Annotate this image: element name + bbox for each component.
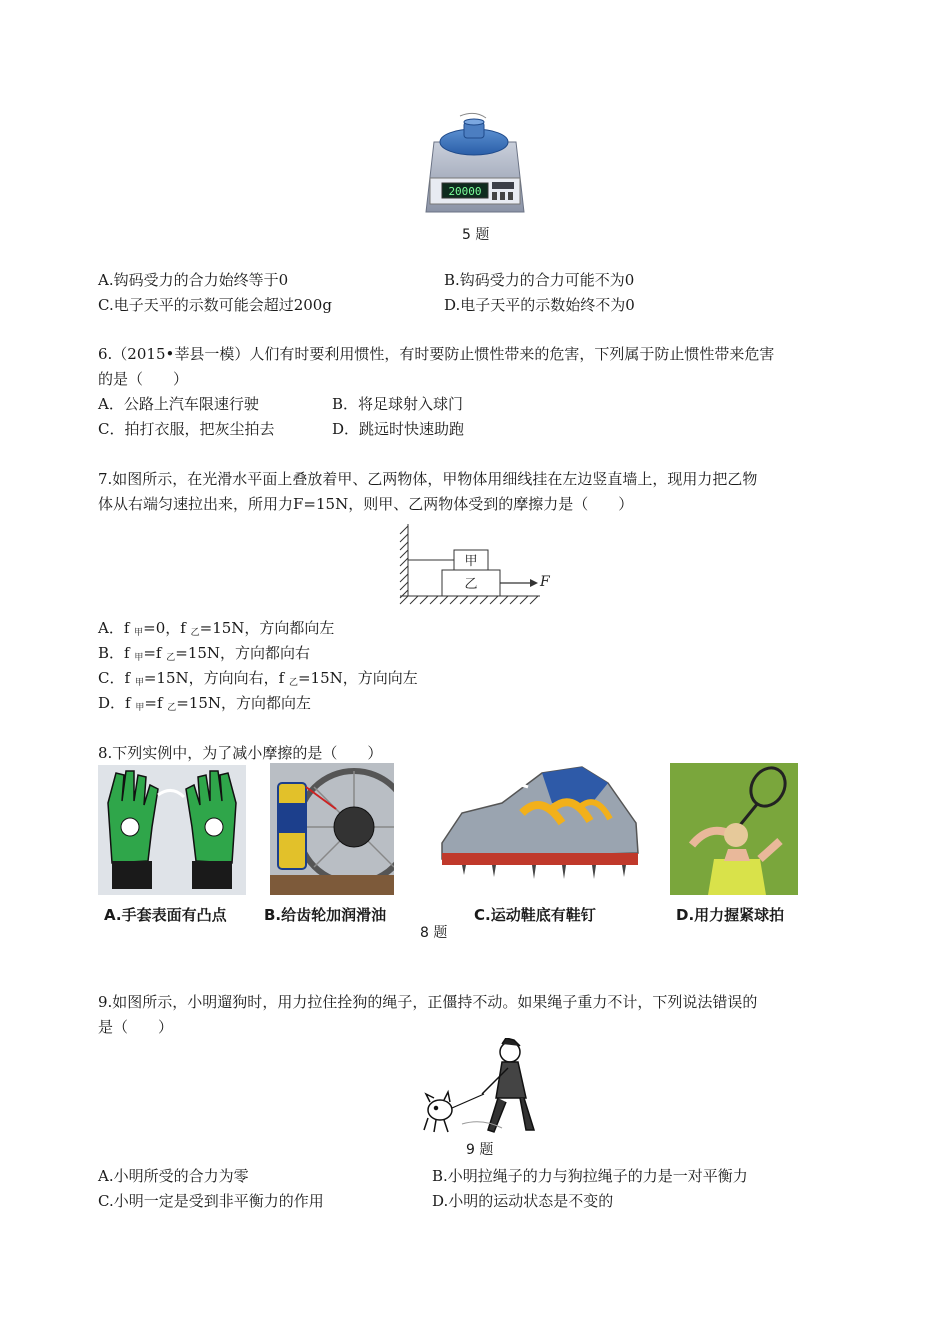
- dog-icon: [424, 1092, 452, 1132]
- q7-option-b: [98, 643, 310, 668]
- q7-c-sub1: 甲: [134, 678, 144, 688]
- q8-photo-spike-shoe: [432, 763, 646, 891]
- q5-option-a: A.钩码受力的合力始终等于0: [98, 271, 289, 289]
- q8-label-d: D.用力握紧球拍: [676, 906, 785, 924]
- q9-option-d: D.小明的运动状态是不变的: [432, 1192, 614, 1210]
- q7-diagram: [396, 520, 556, 610]
- q9-option-b: B.小明拉绳子的力与狗拉绳子的力是一对平衡力: [432, 1167, 748, 1185]
- q6-option-a: A．公路上汽车限速行驶: [98, 395, 259, 413]
- q7-d-text3: =15N，方向都向左: [176, 694, 312, 712]
- q9-figure-caption: 9 题: [466, 1142, 494, 1158]
- q9-stem-line1: 9.如图所示，小明遛狗时，用力拉住拴狗的绳子，正僵持不动。如果绳子重力不计，下列说法错误的: [98, 993, 758, 1011]
- q9-option-c: C.小明一定是受到非平衡力的作用: [98, 1192, 324, 1210]
- q9-option-a: A.小明所受的合力为零: [98, 1167, 249, 1185]
- q7-a-text3: =15N，方向都向左: [199, 619, 335, 637]
- gear-icon: [334, 807, 374, 847]
- shoe-spikes: [462, 865, 626, 879]
- electronic-scale-image: [420, 112, 530, 222]
- glove-right-icon: [186, 771, 236, 889]
- q5-option-d: D.电子天平的示数始终不为0: [444, 296, 635, 314]
- q7-option-c: [98, 668, 418, 693]
- q9-figure: [422, 1038, 542, 1136]
- q7-c-text2: =15N，方向向右，f: [143, 669, 289, 687]
- block-jia-label: 甲: [464, 554, 478, 569]
- man-pulling-icon: [482, 1038, 534, 1132]
- q7-a-text1: A．f: [98, 619, 135, 637]
- q8-stem: 8.下列实例中，为了减小摩擦的是（ ）: [98, 744, 383, 762]
- q6-option-b: B．将足球射入球门: [332, 395, 464, 413]
- player-head: [724, 823, 748, 847]
- q7-c-text3: =15N，方向向左: [297, 669, 418, 687]
- q5-figure-caption: 5 题: [462, 227, 490, 243]
- q6-stem-line2: 的是（ ）: [98, 370, 189, 388]
- player-shirt: [708, 859, 766, 895]
- q7-b-sub1: 甲: [134, 653, 144, 663]
- leash-line: [452, 1094, 484, 1108]
- q7-d-text1: D．f: [98, 694, 136, 712]
- q6-option-d: D．跳远时快速助跑: [332, 420, 465, 438]
- q8-label-a: A.手套表面有凸点: [104, 906, 227, 924]
- q8-photo-gloves: [98, 765, 246, 895]
- q8-figure-caption: 8 题: [420, 925, 448, 941]
- q8-photo-tennis: [670, 763, 798, 895]
- q7-b-text2: =f: [143, 644, 167, 662]
- q6-stem-line1: 6.（2015•莘县一模）人们有时要利用惯性，有时要防止惯性带来的危害，下列属于防止惯性带来危害: [98, 345, 775, 363]
- q7-option-a: [98, 618, 334, 643]
- q7-a-sub2: 乙: [190, 628, 200, 638]
- q7-stem-line2: 体从右端匀速拉出来，所用力F=15N，则甲、乙两物体受到的摩擦力是（ ）: [98, 495, 634, 513]
- q8-label-c: C.运动鞋底有鞋钉: [474, 906, 596, 924]
- q5-option-b: B.钩码受力的合力可能不为0: [444, 271, 635, 289]
- floor-hatching: [400, 596, 540, 604]
- q8-label-b: B.给齿轮加润滑油: [264, 906, 387, 924]
- q9-stem-line2: 是（ ）: [98, 1018, 174, 1036]
- q7-d-text2: =f: [144, 694, 168, 712]
- q7-c-sub2: 乙: [288, 678, 298, 688]
- q7-d-sub1: 甲: [135, 703, 145, 713]
- q6-option-c: C．拍打衣服，把灰尘拍去: [98, 420, 275, 438]
- q7-b-sub2: 乙: [166, 653, 176, 663]
- q7-b-text1: B．f: [98, 644, 135, 662]
- tennis-racket-icon: [744, 763, 792, 812]
- q7-option-d: [98, 693, 311, 718]
- q5-figure: [420, 112, 530, 222]
- force-label: F: [540, 574, 550, 590]
- q7-a-text2: =0，f: [143, 619, 191, 637]
- wall-hatching: [400, 524, 408, 598]
- block-yi-label: 乙: [464, 577, 478, 592]
- q7-d-sub2: 乙: [167, 703, 177, 713]
- q7-stem-line1: 7.如图所示，在光滑水平面上叠放着甲、乙两物体，甲物体用细线挂在左边竖直墙上，现用力把乙物: [98, 470, 758, 488]
- q7-b-text3: =15N，方向都向右: [175, 644, 311, 662]
- scale-display-readout: 20000: [448, 185, 482, 198]
- q7-c-text1: C．f: [98, 669, 135, 687]
- q5-option-c: C.电子天平的示数可能会超过200g: [98, 296, 332, 314]
- q7-a-sub1: 甲: [134, 628, 144, 638]
- glove-left-icon: [108, 771, 158, 889]
- q8-photo-gear-lube: [270, 763, 394, 895]
